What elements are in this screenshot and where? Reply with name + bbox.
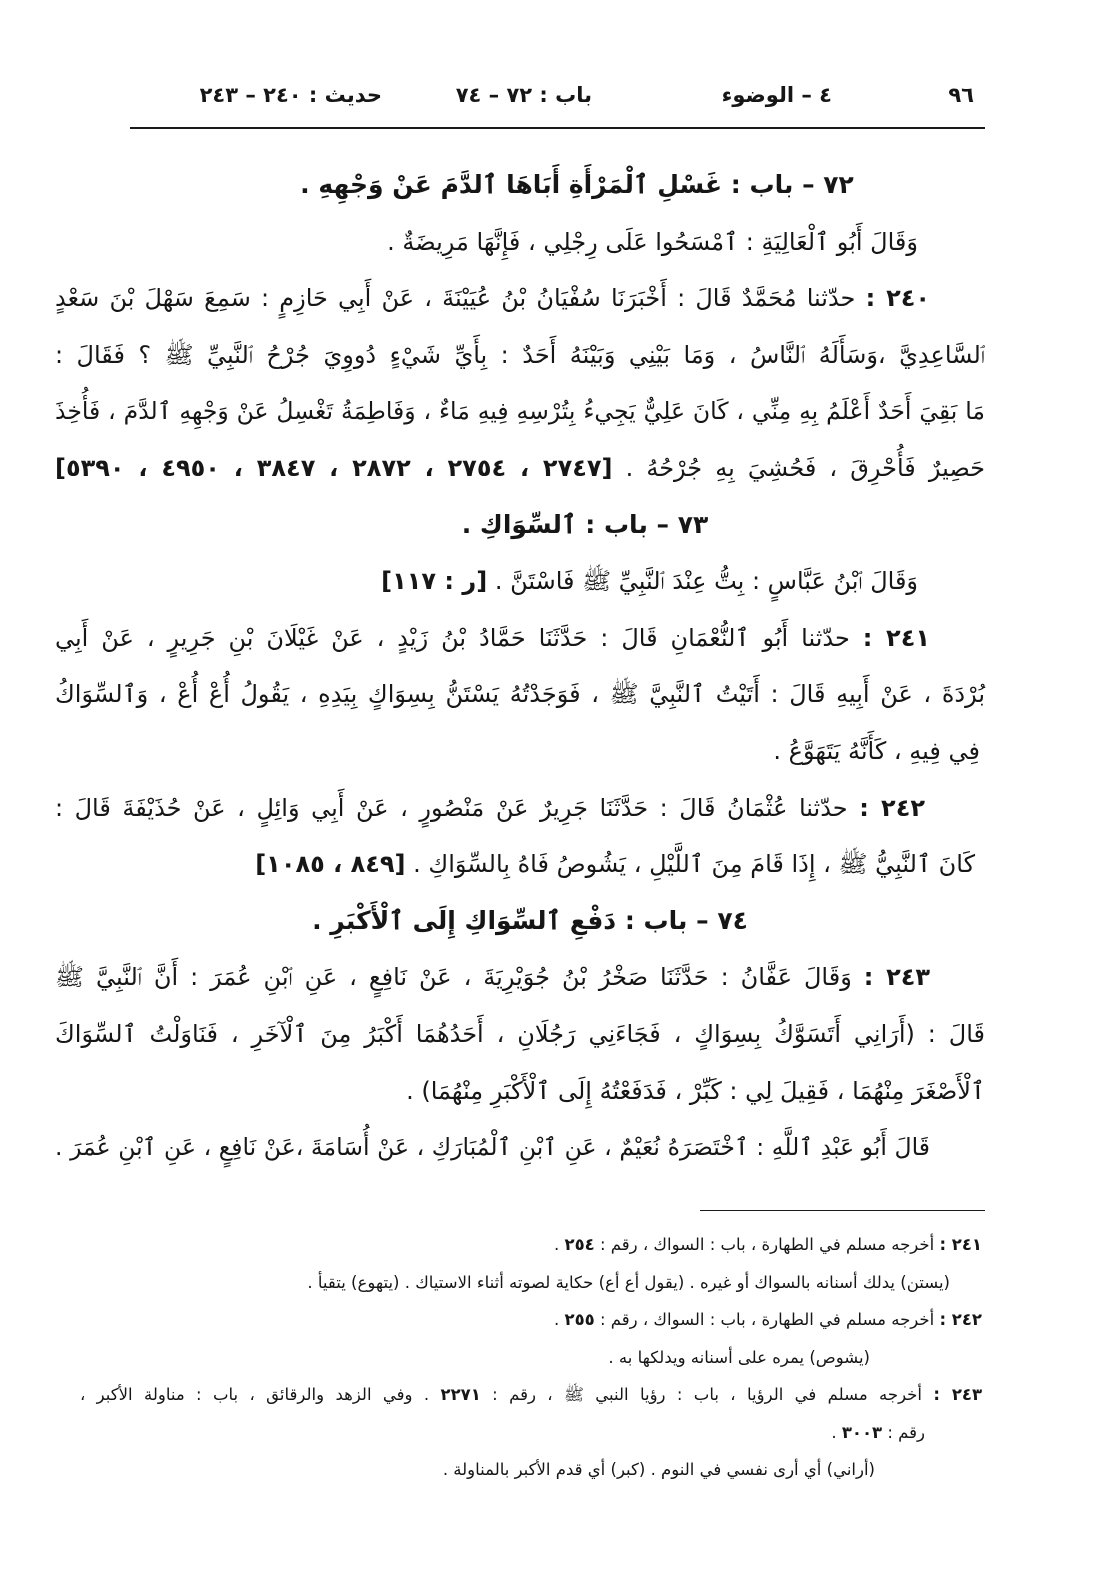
footnote-242 bbox=[80, 1301, 982, 1339]
footnote-tail: . bbox=[554, 1235, 560, 1254]
footnote-ref-number: ٢٥٥ bbox=[564, 1310, 595, 1329]
header-rule bbox=[130, 127, 985, 129]
footnote-text: (أراني) أي أرى نفسي في النوم . (كبر) أي قدم الأكبر بالمناولة . bbox=[442, 1460, 875, 1479]
page-number: ٩٦ bbox=[948, 83, 974, 107]
author-comment: قَالَ أَبُو عَبْدِ ٱللَّهِ : ٱخْتَصَرَهُ نُعَيْمٌ ، عَنِ ٱبْنِ ٱلْمُبَارَكِ ، عَنْ أُسَامَةَ ،عَنْ نَافِعٍ ، عَنِ ٱبْنِ عُمَرَ . bbox=[55, 1133, 930, 1162]
footnote-gloss bbox=[80, 1339, 982, 1377]
cross-references: [٨٤٩ ، ١٠٨٥] bbox=[255, 850, 406, 879]
footnote-continuation bbox=[80, 1414, 982, 1452]
text-line bbox=[55, 383, 985, 440]
text-line bbox=[55, 836, 985, 893]
footnote-243 bbox=[80, 1376, 982, 1414]
chapter-heading-73: ٧٣ – باب : ٱلسِّوَاكِ . bbox=[461, 509, 709, 539]
hadith-number: ٢٤٣ : bbox=[863, 963, 931, 992]
hadith-240-line bbox=[55, 270, 985, 327]
footnote-text: أخرجه مسلم في الطهارة ، باب : السواك ، رقم : bbox=[599, 1235, 935, 1254]
footnote-gloss bbox=[80, 1264, 982, 1302]
hadith-text: ٱلسَّاعِدِيَّ ،وَسَأَلَهُ ٱلنَّاسُ ، وَمَا بَيْنِي وَبَيْنَهُ أَحَدٌ : بِأَيِّ شَيْءٍ دُووِيَ جُرْحُ ٱلنَّبِيِّ ﷺ ؟ فَقَالَ : bbox=[55, 340, 985, 369]
text-line bbox=[55, 327, 985, 384]
cross-references: [ر : ١١٧] bbox=[381, 567, 488, 596]
hadith-text: قَالَ : (أَرَانِي أَتَسَوَّكُ بِسِوَاكٍ ، فَجَاءَنِي رَجُلَانِ ، أَحَدُهُمَا أَكْبَرُ مِنَ ٱلْآخَرِ ، فَنَاوَلْتُ ٱلسِّوَاكَ bbox=[55, 1019, 985, 1048]
footnote-text: رقم : bbox=[887, 1422, 925, 1442]
athar-text: وَقَالَ أَبُو ٱلْعَالِيَةِ : ٱمْسَحُوا عَلَى رِجْلِي ، فَإِنَّهَا مَرِيضَةٌ . bbox=[387, 227, 918, 256]
footnote-241 bbox=[80, 1226, 982, 1264]
hadith-text: حدّثنا مُحَمَّدٌ قَالَ : أَخْبَرَنَا سُفْيَانُ بْنُ عُيَيْنَةَ ، عَنْ أَبِي حَازِمٍ : سَمِعَ سَهْلَ بْنَ سَعْدٍ bbox=[55, 284, 856, 313]
footnote-gloss bbox=[80, 1451, 982, 1489]
hadith-text: حدّثنا عُثْمَانُ قَالَ : حَدَّثَنَا جَرِيرٌ عَنْ مَنْصُورٍ ، عَنْ أَبِي وَائِلٍ ، عَنْ حُذَيْفَةَ قَالَ : bbox=[55, 793, 848, 822]
text-line bbox=[55, 723, 985, 780]
footnote-text: أخرجه مسلم في الطهارة ، باب : السواك ، رقم : bbox=[599, 1310, 935, 1329]
footnote-text: (يستن) يدلك أسنانه بالسواك أو غيره . (يقول أع أع) حكاية لصوته أثناء الاستياك . (يتهوع) يتقيأ . bbox=[307, 1272, 950, 1292]
footnote-number: ٢٤٢ : bbox=[939, 1310, 982, 1329]
text-line bbox=[55, 553, 985, 610]
hadith-242-line bbox=[55, 780, 985, 837]
footnote-text: أخرجه مسلم في الرؤيا ، باب : رؤيا النبي ﷺ ، رقم : bbox=[492, 1385, 922, 1404]
hadith-number: ٢٤٢ : bbox=[859, 793, 925, 822]
footnotes bbox=[80, 1226, 982, 1489]
hadith-243-line bbox=[55, 949, 985, 1006]
hadith-text: بُرْدَةَ ، عَنْ أَبِيهِ قَالَ : أَتَيْتُ ٱلنَّبِيَّ ﷺ ، فَوَجَدْتُهُ يَسْتَنُّ بِسِوَاكٍ بِيَدِهِ ، يَقُولُ أُعْ أُعْ ، وَٱلسِّوَاكُ bbox=[55, 680, 985, 709]
text-line bbox=[55, 1119, 985, 1176]
hadith-text: كَانَ ٱلنَّبِيُّ ﷺ ، إِذَا قَامَ مِنَ ٱللَّيْلِ ، يَشُوصُ فَاهُ بِالسِّوَاكِ . bbox=[413, 850, 975, 879]
footnote-text: (يشوص) يمره على أسنانه ويدلكها به . bbox=[608, 1347, 870, 1367]
book-title: ٤ – الوضوء bbox=[721, 83, 832, 107]
hadith-number: ٢٤٠ : bbox=[865, 284, 931, 313]
footnote-number: ٢٤٣ : bbox=[933, 1385, 983, 1404]
footnote-number: ٢٤١ : bbox=[939, 1235, 982, 1254]
hadith-number: ٢٤١ : bbox=[862, 623, 930, 652]
footnote-rule bbox=[700, 1210, 985, 1211]
hadith-241-line bbox=[55, 610, 985, 667]
footnote-ref-number: ٢٢٧١ bbox=[440, 1385, 481, 1404]
main-text bbox=[55, 157, 985, 1176]
cross-references: [٢٧٤٧ ، ٢٧٥٤ ، ٢٨٧٢ ، ٣٨٤٧ ، ٤٩٥٠ ، ٥٣٩٠] bbox=[55, 453, 613, 482]
chapter-range: باب : ٧٢ – ٧٤ bbox=[455, 83, 592, 107]
text-line bbox=[55, 214, 985, 271]
hadith-text: ٱلْأَصْغَرَ مِنْهُمَا ، فَقِيلَ لِي : كَبِّرْ ، فَدَفَعْتُهُ إِلَى ٱلْأَكْبَرِ مِنْهُمَا) . bbox=[406, 1076, 985, 1105]
athar-text: وَقَالَ ٱبْنُ عَبَّاسٍ : بِتُّ عِنْدَ ٱلنَّبِيِّ ﷺ فَاسْتَنَّ . bbox=[494, 567, 918, 596]
footnote-ref-number: ٣٠٠٣ bbox=[841, 1422, 883, 1442]
text-line bbox=[55, 1006, 985, 1063]
footnote-tail: . bbox=[554, 1310, 560, 1329]
text-line bbox=[55, 1063, 985, 1120]
footnote-tail: . وفي الزهد والرقائق ، باب : مناولة الأكبر ، bbox=[80, 1385, 430, 1404]
hadith-text: فِي فِيهِ ، كَأَنَّهُ يَتَهَوَّعُ . bbox=[773, 736, 980, 765]
hadith-text: مَا بَقِيَ أَحَدٌ أَعْلَمُ بِهِ مِنِّي ، كَانَ عَلِيٌّ يَجِيءُ بِتُرْسِهِ فِيهِ مَاءٌ ، وَفَاطِمَةُ تَغْسِلُ عَنْ وَجْهِهِ ٱلدَّمَ ، فَأُخِذَ bbox=[55, 397, 985, 426]
footnote-ref-number: ٢٥٤ bbox=[564, 1235, 595, 1254]
text-line bbox=[55, 440, 985, 497]
text-line bbox=[55, 666, 985, 723]
chapter-heading-74: ٧٤ – باب : دَفْعِ ٱلسِّوَاكِ إِلَى ٱلْأَكْبَرِ . bbox=[312, 905, 748, 935]
hadith-range: حديث : ٢٤٠ – ٢٤٣ bbox=[199, 83, 382, 107]
hadith-text: حدّثنا أَبُو ٱلنُّعْمَانِ قَالَ : حَدَّثَنَا حَمَّادُ بْنُ زَيْدٍ ، عَنْ غَيْلَانَ بْنِ جَرِيرٍ ، عَنْ أَبِي bbox=[55, 623, 850, 652]
footnote-tail: . bbox=[831, 1422, 837, 1442]
hadith-text: حَصِيرٌ فَأُحْرِقَ ، فَحُشِيَ بِهِ جُرْحُهُ . bbox=[625, 453, 985, 482]
chapter-heading-72: ٧٢ – باب : غَسْلِ ٱلْمَرْأَةِ أَبَاهَا ٱلدَّمَ عَنْ وَجْهِهِ . bbox=[300, 170, 854, 199]
hadith-text: وَقَالَ عَفَّانُ : حَدَّثَنَا صَخْرُ بْنُ جُوَيْرِيَةَ ، عَنْ نَافِعٍ ، عَنِ ٱبْنِ عُمَرَ : أَنَّ ٱلنَّبِيَّ ﷺ bbox=[55, 963, 852, 992]
